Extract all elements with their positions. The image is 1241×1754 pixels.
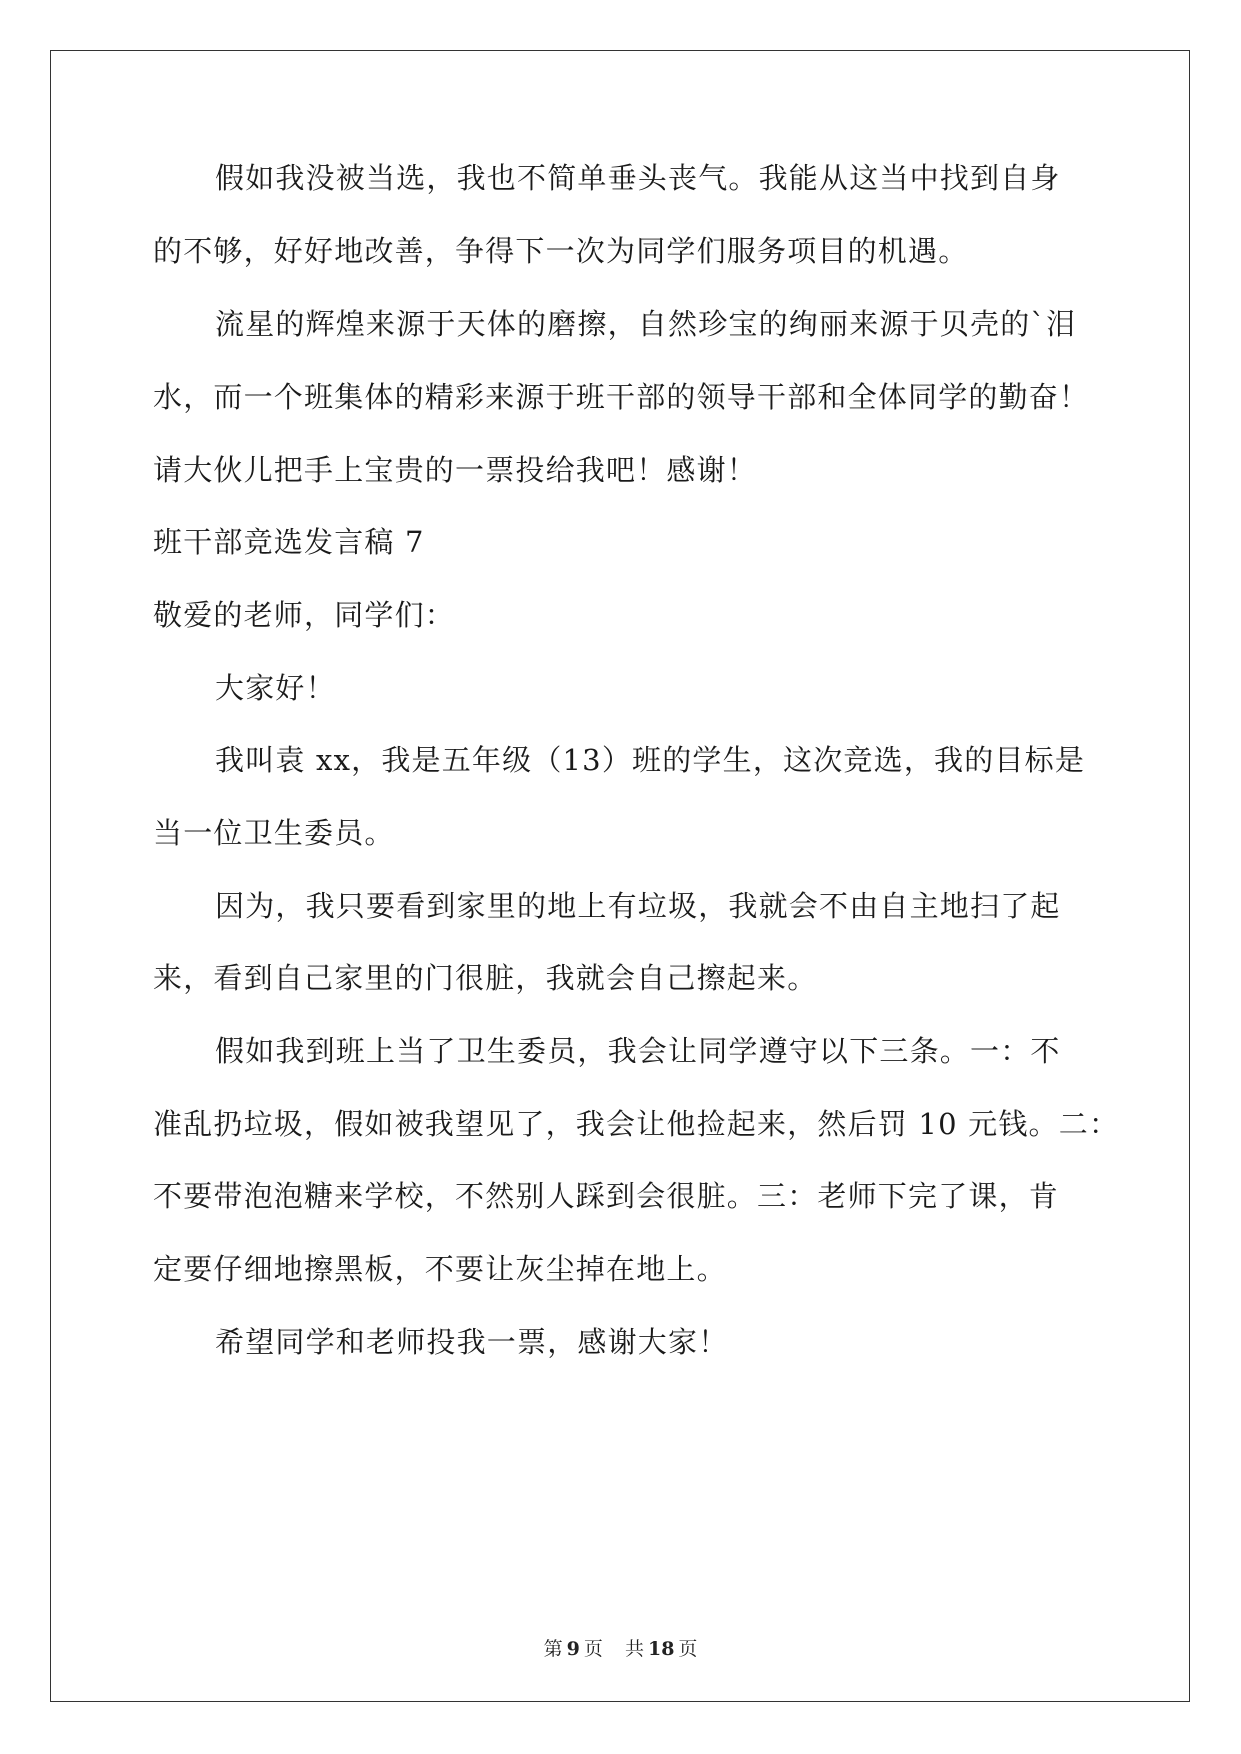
salutation: 敬爱的老师，同学们： (153, 598, 456, 632)
paragraph-line-17: 希望同学和老师投我一票，感谢大家！ (215, 1325, 729, 1359)
paragraph-line-2: 的不够，好好地改善，争得下一次为同学们服务项目的机遇。 (153, 234, 969, 268)
current-page-number: 9 (566, 1638, 580, 1660)
paragraph-line-16: 定要仔细地擦黑板，不要让灰尘掉在地上。 (153, 1252, 727, 1286)
paragraph-line-4: 水，而一个班集体的精彩来源于班干部的领导干部和全体同学的勤奋！ (153, 380, 1090, 414)
paragraph-line-14: 准乱扔垃圾，假如被我望见了，我会让他捡起来，然后罚 10 元钱。二： (153, 1107, 1120, 1141)
paragraph-line-5: 请大伙儿把手上宝贵的一票投给我吧！感谢！ (153, 453, 758, 487)
paragraph-line-11: 因为，我只要看到家里的地上有垃圾，我就会不由自主地扫了起 (215, 889, 1061, 923)
total-page-count: 18 (647, 1638, 675, 1660)
section-heading: 班干部竞选发言稿 7 (153, 525, 425, 559)
paragraph-line-15: 不要带泡泡糖来学校，不然别人踩到会很脏。三：老师下完了课，肯 (153, 1179, 1060, 1213)
paragraph-line-3: 流星的辉煌来源于天体的磨擦，自然珍宝的绚丽来源于贝壳的`泪 (215, 307, 1077, 341)
paragraph-line-13: 假如我到班上当了卫生委员，我会让同学遵守以下三条。一：不 (215, 1034, 1061, 1068)
footer-page-suffix: 页 (583, 1638, 603, 1660)
page-border (50, 50, 1190, 1702)
footer-total-prefix: 共 (624, 1638, 644, 1660)
page-footer (0, 1634, 1241, 1661)
paragraph-line-10: 当一位卫生委员。 (153, 816, 395, 850)
paragraph-line-1: 假如我没被当选，我也不简单垂头丧气。我能从这当中找到自身 (215, 161, 1061, 195)
footer-total-suffix: 页 (678, 1638, 698, 1660)
footer-prefix: 第 (543, 1638, 563, 1660)
paragraph-line-12: 来，看到自己家里的门很脏，我就会自己擦起来。 (153, 961, 818, 995)
greeting: 大家好！ (215, 671, 336, 705)
paragraph-line-9: 我叫袁 xx，我是五年级（13）班的学生，这次竞选，我的目标是 (215, 743, 1086, 777)
